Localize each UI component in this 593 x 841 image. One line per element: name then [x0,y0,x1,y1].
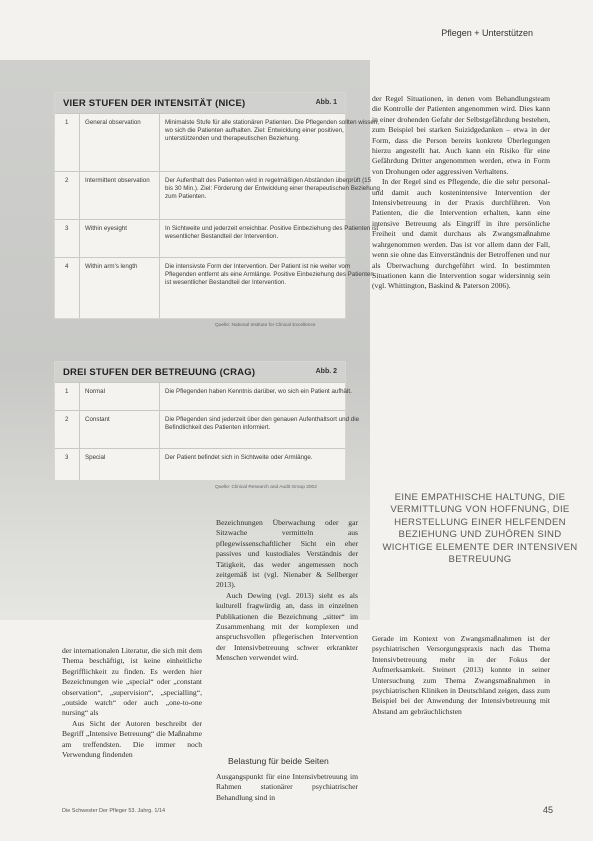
table-row [55,257,374,319]
paragraph: In der Regel sind es Pflegende, die die sehr personal- und damit auch kostenintensive Intervention der Intensivbetreuung in der Praxis durchführen. Von Patienten, die die Intervention erhalten, kann eine intensive Betreuung als Eingriff in ihre persönliche Freiheit und damit durchaus als Zwangsmaßnahme wahrgenommen werden. Das ist vor allem dann der Fall, wenn sie ohne das Einverständnis der Betroffenen und nur als Überwachung durchgeführt wird. In bestimmten Situationen kann die Intervention sogar widersinnig sein (vgl. Whittington, Baskind & Paterson 2006). [372,177,550,291]
row-description: In Sichtweite und jederzeit erreichbar. Positive Einbeziehung des Patienten ist wesentlicher Bestandteil der Intervention. [165,225,379,240]
table-nice-header [55,93,345,114]
paragraph: Bezeichnungen Überwachung oder gar Sitzwache vermitteln aus pflegewissenschaftlicher Sicht ein eher passives und kustodiales Verständnis der Tätigkeit, das weder angemessen noch zeitgemäß ist (vgl. Nienaber & Sellberger 2013). [216,518,358,590]
row-name: Within arm's length [85,263,138,270]
paragraph: der Regel Situationen, in denen vom Behandlungsteam die Kontrolle der Patienten angenommen wird. Dies kann in einer drohenden Gefahr der Selbstgefährdung bestehen, zum Beispiel bei starken Suizidgedanken – etwa in der Form, dass die Person bereits konkrete Überlegungen hierzu angestellt hat. Auch kann ein Risiko für eine Gefährdung Dritter angenommen werden, etwa in Form von Drohungen oder aggressiven Verhaltens. [372,94,550,176]
row-name: General observation [85,119,141,126]
section-header: Pflegen + Unterstützen [441,28,533,38]
paragraph: Ausgangspunkt für eine Intensivbetreuung im Rahmen stationärer psychiatrischer Behandlung sind in [216,772,358,802]
table-row [55,410,360,449]
row-description: Die intensivste Form der Intervention. Der Patient ist nie weiter vom Pflegenden entfernt als eine Armlänge. Positive Einbeziehung des Patienten ist wesentlicher Bestandteil der Intervention. [165,263,374,286]
table-nice-label: Abb. 1 [315,99,337,106]
table-crag-source: Quelle: Clinical Research and Audit Group 2002 [215,485,317,490]
row-description: Der Patient befindet sich in Sichtweite oder Armlänge. [165,454,313,461]
paragraph: Auch Dewing (vgl. 2013) sieht es als kulturell fragwürdig an, dass in einzelnen Publikationen die Bezeichnung „sitter“ im Zusammenhang mit der komplexen und anspruchsvollen pflegerischen Intervention der Intensivbetreuung schwer erkrankter Menschen verwendet wird. [216,590,358,663]
page-number: 45 [542,805,553,815]
table-row [55,113,379,172]
row-number: 1 [65,119,69,126]
row-number: 4 [65,263,69,270]
table-crag-label: Abb. 2 [315,368,337,375]
table-nice-source: Quelle: National Institute for Clinical Excellence [215,323,316,328]
table-crag [55,362,360,480]
table-nice-title: VIER STUFEN DER INTENSITÄT (NICE) [63,98,246,109]
row-name: Constant [85,416,110,423]
row-name: Within eyesight [85,225,127,232]
row-description: Minimalste Stufe für alle stationären Patienten. Die Pflegenden sollten wissen, wo sich die Patienten aufhalten. Ziel: Entwicklung einer positiven, unterstützenden und therapeutischen Beziehung. [165,119,379,142]
table-row [55,382,352,411]
table-crag-title: DREI STUFEN DER BETREUUNG (CRAG) [63,367,256,378]
paragraph: der internationalen Literatur, die sich mit dem Thema beschäftigt, ist keine einheitliche Begrifflichkeit zu finden. Es werden hier Bezeichnungen wie „special“ oder „constant observation“, „supervision“, „specialling“, „outside watch“ oder auch „one-to-one nursing“ als [62,646,202,718]
row-description: Die Pflegenden sind jederzeit über den genauen Aufenthaltsort und die Befindlichkeit des Patienten informiert. [165,416,360,431]
article-column-right-top [372,94,550,292]
article-column-middle [216,518,358,664]
row-number: 3 [65,454,69,461]
table-row [55,171,380,220]
article-column-right-bottom [372,634,550,717]
row-number: 1 [65,388,69,395]
table-row [55,448,345,481]
article-column-middle-bottom [216,772,358,803]
paragraph: Aus Sicht der Autoren beschreibt der Begriff „Intensive Betreuung“ die Maßnahme am treffendsten. Die immer noch Verwendung findenden [62,718,202,760]
row-number: 2 [65,416,69,423]
journal-footer: Die Schwester Der Pfleger 53. Jahrg. 1/14 [62,808,166,814]
row-number: 3 [65,225,69,232]
table-nice [55,93,380,318]
paragraph: Gerade im Kontext von Zwangsmaßnahmen ist der psychiatrischen Versorgungspraxis nach das Thema Intensivbetreuung mehr in der Fokus der Aufmerksamkeit. Steinert (2013) konnte in seiner Untersuchung zum Thema Zwangsmaßnahmen in psychiatrischen Kliniken in Deutschland zeigen, dass zum Beispiel bei der Anwendung der Intensivbetreuung mit Abstand am gebräuchlichsten [372,634,550,716]
row-name: Normal [85,388,105,395]
row-name: Special [85,454,106,461]
row-name: Intermittent observation [85,177,150,184]
row-description: Die Pflegenden haben Kenntnis darüber, wo sich ein Patient aufhält. [165,388,352,395]
article-column-left [62,646,202,760]
pull-quote: EINE EMPATHISCHE HALTUNG, DIE VERMITTLUNG VON HOFFNUNG, DIE HERSTELLUNG EINER HELFENDEN BEZIEHUNG UND ZUHÖREN SIND WICHTIGE ELEMENTE DER INTENSIVEN BETREUUNG [382,492,578,566]
table-crag-header [55,362,345,383]
row-description: Der Aufenthalt des Patienten wird in regelmäßigen Abständen überprüft (15 bis 30 Min.). Ziel: Förderung der Entwicklung einer therapeutischen Beziehung zum Patienten. [165,177,380,200]
row-number: 2 [65,177,69,184]
subheading: Belastung für beide Seiten [228,756,329,766]
table-row [55,219,379,258]
